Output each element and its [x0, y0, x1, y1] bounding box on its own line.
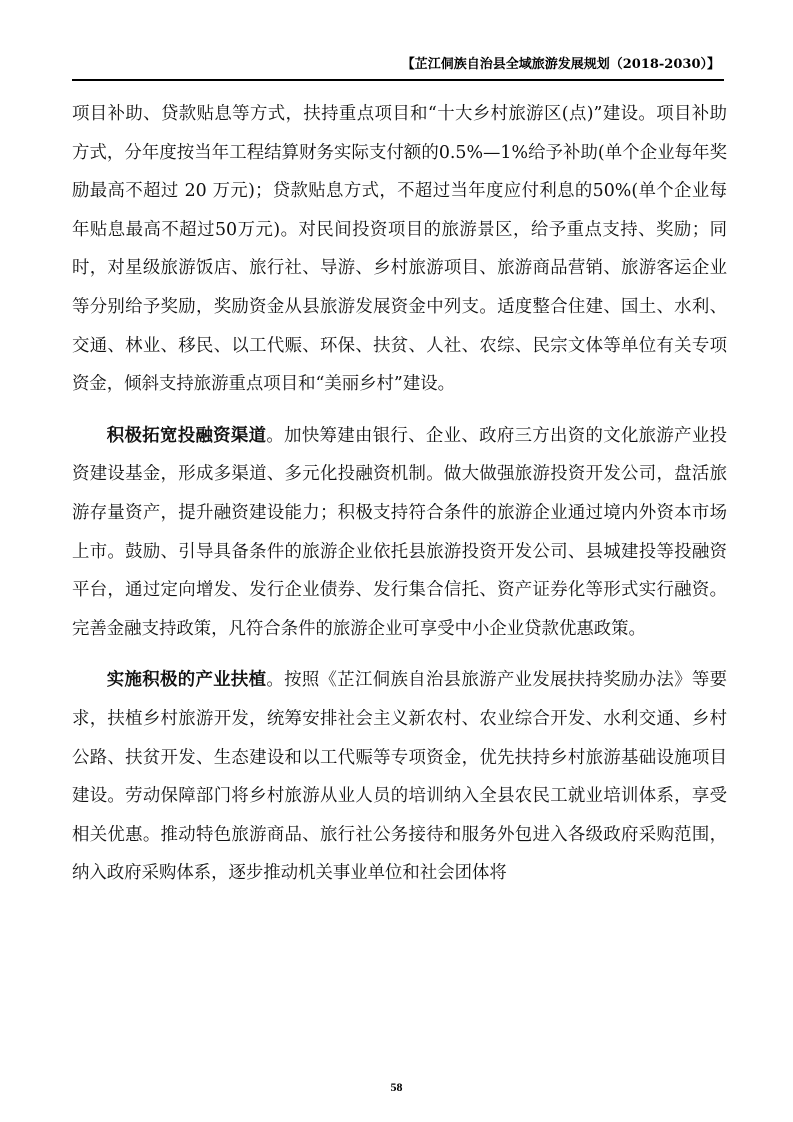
page-number: 58 [390, 1080, 403, 1094]
running-header: 【芷江侗族自治县全域旅游发展规划（2018-2030）】 [401, 57, 720, 72]
paragraph-continuation [72, 95, 727, 404]
header-rule [72, 79, 724, 81]
paragraph-industry-support [72, 661, 727, 893]
body-text [72, 95, 727, 893]
paragraph-text: 项目补助、贷款贴息等方式，扶持重点项目和“十大乡村旅游区(点)”建设。项目补助方式，分年度按当年工程结算财务实际支付额的0.5%—1%给予补助(单个企业每年奖励最高不超过 20 万元)；贷款贴息方式，不超过当年度应付利息的50%(单个企业每年贴息最高不超过50万元)。对民间投资项目的旅游景区，给予重点支持、奖励；同时，对星级旅游饭店、旅行社、导游、乡村旅游项目、旅游商品营销、旅游客运企业等分别给予奖励，奖励资金从县旅游发展资金中列支。适度整合住建、国土、水利、交通、林业、移民、以工代赈、环保、扶贫、人社、农综、民宗文体等单位有关专项资金，倾斜支持旅游重点项目和“美丽乡村”建设。 [72, 104, 727, 395]
paragraph-text: 。加快筹建由银行、企业、政府三方出资的文化旅游产业投资建设基金，形成多渠道、多元化投融资机制。做大做强旅游投资开发公司，盘活旅游存量资产，提升融资建设能力；积极支持符合条件的旅游企业通过境内外资本市场上市。鼓励、引导具备条件的旅游企业依托县旅游投资开发公司、县城建投等投融资平台，通过定向增发、发行企业债券、发行集合信托、资产证券化等形式实行融资。完善金融支持政策，凡符合条件的旅游企业可享受中小企业贷款优惠政策。 [72, 425, 727, 639]
paragraph-lead: 实施积极的产业扶植 [106, 670, 267, 691]
paragraph-text: 。按照《芷江侗族自治县旅游产业发展扶持奖励办法》等要求，扶植乡村旅游开发，统筹安排社会主义新农村、农业综合开发、水利交通、乡村公路、扶贫开发、生态建设和以工代赈等专项资金，优先扶持乡村旅游基础设施项目建设。劳动保障部门将乡村旅游从业人员的培训纳入全县农民工就业培训体系，享受相关优惠。推动特色旅游商品、旅行社公务接待和服务外包进入各级政府采购范围，纳入政府采购体系，逐步推动机关事业单位和社会团体将 [72, 670, 727, 884]
paragraph-financing-channels [72, 417, 727, 649]
paragraph-lead: 积极拓宽投融资渠道 [106, 425, 267, 446]
